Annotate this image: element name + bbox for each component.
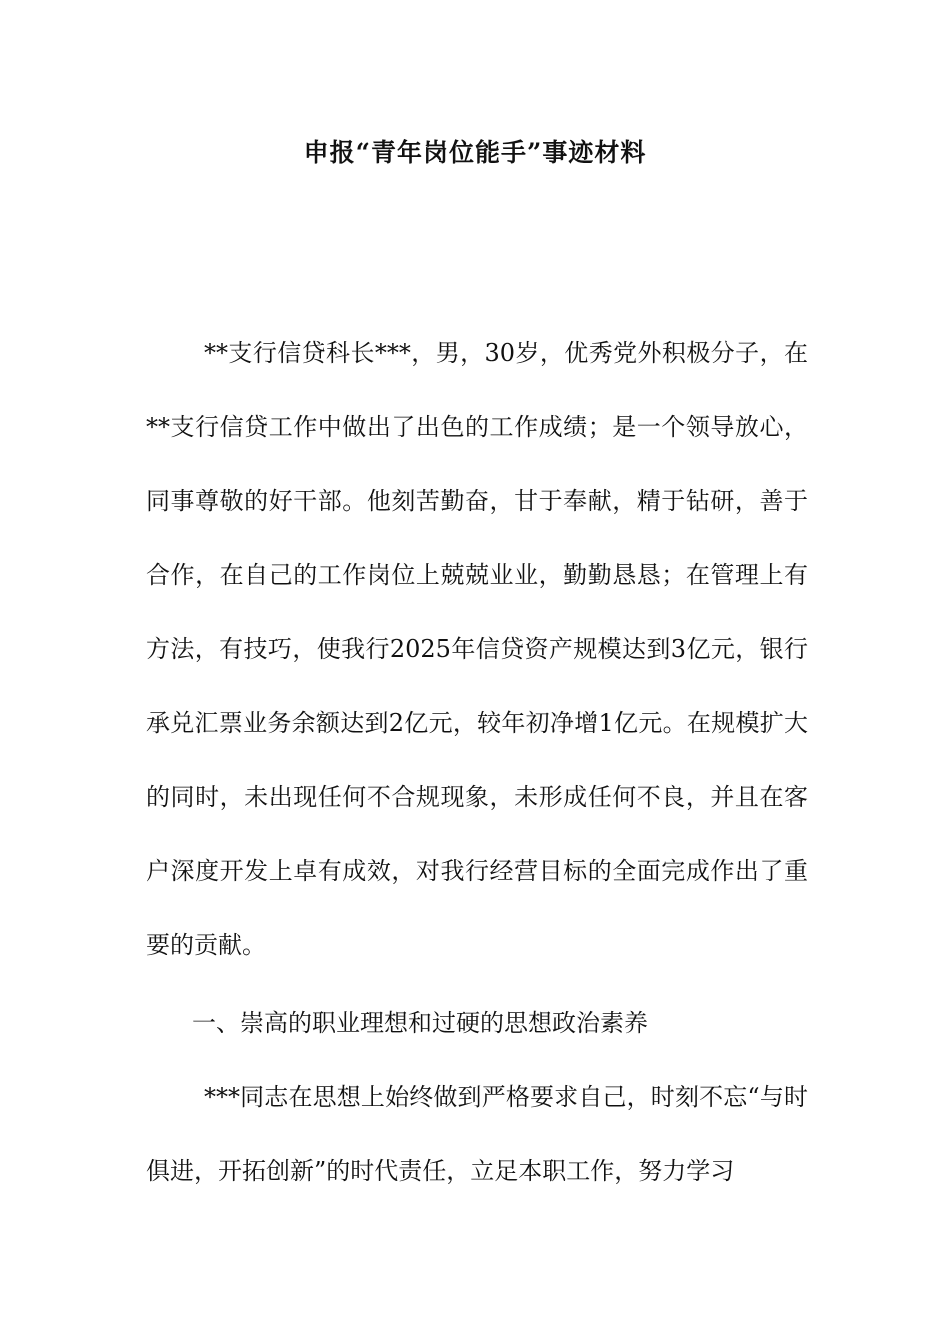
section-heading: 一、崇高的职业理想和过硬的思想政治素养: [192, 1009, 648, 1037]
intro-paragraph: **支行信贷科长***，男，30岁，优秀党外积极分子，在**支行信贷工作中做出了出色的工作成绩；是一个领导放心，同事尊敬的好干部。他刻苦勤奋，甘于奉献，精于钻研，善于合作，在自己的工作岗位上兢兢业业，勤勤恳恳；在管理上有方法，有技巧，使我行2025年信贷资产规模达到3亿元，银行承兑汇票业务余额达到2亿元，较年初净增1亿元。在规模扩大的同时，未出现任何不合规现象，未形成任何不良，并且在客户深度开发上卓有成效，对我行经营目标的全面完成作出了重要的贡献。: [146, 339, 808, 959]
document-title: 申报“青年岗位能手”事迹材料: [303, 138, 647, 167]
section-paragraph: ***同志在思想上始终做到严格要求自己，时刻不忘“与时俱进，开拓创新”的时代责任，立足本职工作，努力学习: [146, 1083, 808, 1185]
